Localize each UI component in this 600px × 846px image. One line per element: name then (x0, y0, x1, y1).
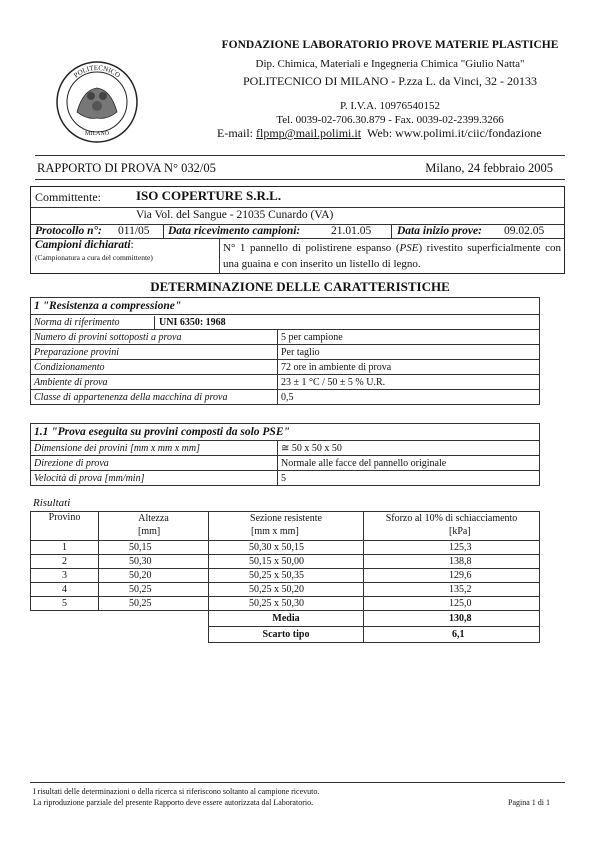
footer-line2: La riproduzione parziale del presente Rapporto deve essere autorizzata dal Laboratorio. (33, 798, 314, 807)
phone-fax: Tel. 0039-02-706.30.879 - Fax. 0039-02-2399.3266 (276, 114, 504, 126)
info-vdivider-1 (163, 224, 164, 238)
campioni-label-wrap (35, 239, 134, 251)
row-value: 5 (278, 471, 540, 486)
table-row (31, 330, 540, 345)
org-name: FONDAZIONE LABORATORIO PROVE MATERIE PLASTICHE (221, 39, 559, 51)
committente-name: ISO COPERTURE S.R.L. (136, 188, 282, 203)
info-vdivider-2 (391, 224, 392, 238)
media-label: Media (209, 611, 364, 627)
header-altezza-label: Altezza (138, 513, 169, 524)
cell-provino: 2 (31, 555, 99, 569)
ricevimento-label: Data ricevimento campioni: (168, 225, 301, 237)
row-value: 23 ± 1 °C / 50 ± 5 % U.R. (278, 375, 540, 390)
header-altezza-unit: [mm] (138, 526, 161, 537)
footer-line1: I risultati delle determinazioni o della ricerca si riferiscono soltanto al campione ricevuto. (33, 787, 320, 796)
table-row (31, 583, 540, 597)
table-row (31, 375, 540, 390)
norma-row (31, 315, 540, 330)
inizio-value: 09.02.05 (504, 225, 545, 237)
cell-altezza: 50,15 (99, 541, 209, 555)
info-vdivider-3 (219, 238, 220, 274)
campioni-description (223, 240, 561, 272)
norma-label: Norma di riferimento (31, 316, 155, 329)
cell-sezione: 50,25 x 50,35 (209, 569, 364, 583)
results-table (30, 511, 540, 643)
vat-number: P. I.V.A. 10976540152 (339, 100, 441, 112)
media-spacer (31, 611, 209, 627)
committente-label: Committente: (35, 190, 101, 204)
scarto-label: Scarto tipo (209, 627, 364, 643)
section1-title: 1 "Resistenza a compressione" (31, 298, 540, 315)
table-row (31, 456, 540, 471)
row-value: 0,5 (278, 390, 540, 405)
header-divider-top (35, 155, 565, 156)
campioni-colon: : (130, 239, 134, 251)
web-link[interactable]: Web: www.polimi.it/ciic/fondazione (367, 126, 542, 140)
cell-sforzo: 129,6 (364, 569, 540, 583)
inizio-label: Data inizio prove: (397, 225, 482, 237)
politecnico-seal-logo (55, 60, 139, 144)
row-value: Per taglio (278, 345, 540, 360)
cell-sezione: 50,25 x 50,20 (209, 583, 364, 597)
cell-sezione: 50,15 x 50,00 (209, 555, 364, 569)
row-label: Condizionamento (31, 360, 278, 375)
header-altezza (99, 512, 209, 541)
protocollo-value: 011/05 (118, 225, 150, 237)
contact-line (217, 126, 587, 140)
address: POLITECNICO DI MILANO - P.zza L. da Vinci, 32 - 20133 (242, 74, 537, 88)
row-label: Velocità di prova [mm/min] (31, 471, 278, 486)
header-sforzo (364, 512, 540, 541)
ricevimento-value: 21.01.05 (331, 225, 372, 237)
section1-table (30, 297, 540, 405)
table-row (31, 569, 540, 583)
cell-sezione: 50,25 x 50,30 (209, 597, 364, 611)
table-row (31, 360, 540, 375)
norma-cell (31, 315, 540, 330)
table-row (31, 471, 540, 486)
cell-provino: 4 (31, 583, 99, 597)
media-row (31, 611, 540, 627)
cell-sforzo: 138,8 (364, 555, 540, 569)
header-sezione-unit: [mm x mm] (251, 526, 299, 537)
campioni-desc-part2: ) rivestito superficialmente con una guaina e con inserito un listello di legno. (223, 242, 561, 270)
section11-table (30, 423, 540, 486)
norma-value: UNI 6350: 1968 (159, 316, 226, 328)
row-value: 72 ore in ambiente di prova (278, 360, 540, 375)
results-label: Risultati (33, 497, 71, 509)
report-title: RAPPORTO DI PROVA N° 032/05 (37, 161, 216, 175)
row-label: Preparazione provini (31, 345, 278, 360)
footer-divider (30, 782, 565, 783)
cell-sforzo: 125,3 (364, 541, 540, 555)
header-sezione (209, 512, 364, 541)
header-provino: Provino (31, 512, 99, 541)
cell-sezione: 50,30 x 50,15 (209, 541, 364, 555)
campioni-desc-pse: PSE (399, 242, 419, 254)
cell-provino: 5 (31, 597, 99, 611)
cell-altezza: 50,20 (99, 569, 209, 583)
header-sforzo-unit: [kPa] (449, 526, 471, 537)
protocollo-label: Protocollo n°: (35, 225, 102, 237)
section-title: DETERMINAZIONE DELLE CARATTERISTICHE (150, 279, 450, 294)
header-sforzo-label: Sforzo al 10% di schiacciamento (385, 513, 518, 524)
media-value: 130,8 (364, 611, 540, 627)
table-row (31, 541, 540, 555)
row-label: Direzione di prova (31, 456, 278, 471)
header-sezione-label: Sezione resistente (250, 513, 322, 524)
report-date: Milano, 24 febbraio 2005 (425, 161, 553, 175)
header-divider-bottom (35, 179, 565, 180)
info-box (30, 186, 565, 274)
email-link[interactable]: flpmp@mail.polimi.it (256, 126, 362, 140)
row-value: Normale alle facce del pannello originale (278, 456, 540, 471)
campioni-label: Campioni dichiarati (35, 239, 131, 251)
table-row (31, 555, 540, 569)
campioni-note: (Campionatura a cura del committente) (35, 253, 153, 262)
campioni-desc-part1: N° 1 pannello di polistirene espanso ( (223, 242, 400, 254)
email-label: E-mail: (217, 126, 253, 140)
seal-top-text: POLITECNICO (72, 63, 122, 80)
committente-address: Via Vol. del Sangue - 21035 Cunardo (VA) (136, 209, 334, 221)
row-value: ≅ 50 x 50 x 50 (278, 441, 540, 456)
info-divider-1 (31, 207, 564, 208)
table-row (31, 597, 540, 611)
row-label: Dimensione dei provini [mm x mm x mm] (31, 441, 278, 456)
cell-sforzo: 125,0 (364, 597, 540, 611)
cell-altezza: 50,25 (99, 597, 209, 611)
row-label: Numero di provini sottoposti a prova (31, 330, 278, 345)
seal-bottom-text: MILANO (85, 131, 109, 137)
cell-sforzo: 135,2 (364, 583, 540, 597)
row-label: Ambiente di prova (31, 375, 278, 390)
results-header-row (31, 512, 540, 541)
page-number: Pagina 1 di 1 (508, 798, 550, 807)
cell-altezza: 50,25 (99, 583, 209, 597)
scarto-row (31, 627, 540, 643)
cell-provino: 1 (31, 541, 99, 555)
scarto-value: 6,1 (364, 627, 540, 643)
row-label: Classe di appartenenza della macchina di prova (31, 390, 278, 405)
cell-altezza: 50,30 (99, 555, 209, 569)
cell-provino: 3 (31, 569, 99, 583)
department: Dip. Chimica, Materiali e Ingegneria Chimica "Giulio Natta" (255, 58, 525, 70)
scarto-spacer (31, 627, 209, 643)
section11-title: 1.1 "Prova eseguita su provini composti da solo PSE" (31, 424, 540, 441)
row-value: 5 per campione (278, 330, 540, 345)
table-row (31, 345, 540, 360)
table-row (31, 390, 540, 405)
table-row (31, 441, 540, 456)
